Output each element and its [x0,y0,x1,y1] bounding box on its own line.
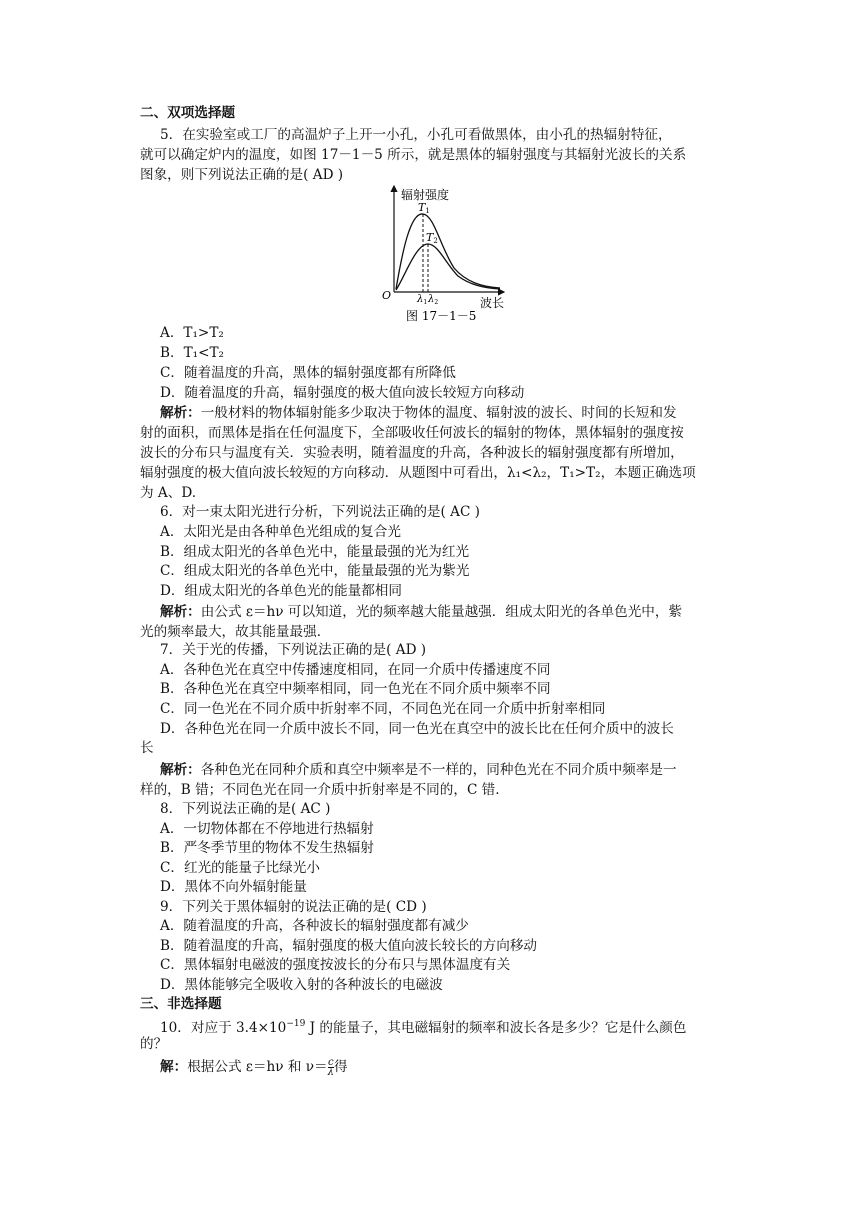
q5-stem-line-3: 图象，则下列说法正确的是( AD ) [140,167,344,183]
explanation-label: 解析： [160,405,201,421]
q7-option-d-line-2: 长 [140,740,154,756]
curve-t2 [396,244,500,290]
figure-caption: 图 17－1－5 [406,309,477,323]
q9-option-b: B．随着温度的升高，辐射强度的极大值向波长较长的方向移动 [160,938,538,954]
q9-stem: 9．下列关于黑体辐射的说法正确的是( CD ) [160,899,427,915]
q6-option-d: D．组成太阳光的各单色光的能量都相同 [160,583,402,599]
curve-t1 [396,214,500,289]
q5-explanation-line-3: 波长的分布只与温度有关．实验表明，随着温度的升高，各种波长的辐射强度都有所增加， [140,445,684,461]
q9-option-d: D．黑体能够完全吸收入射的各种波长的电磁波 [160,977,443,993]
lambda2-label: $\lambda_2$ [428,294,439,306]
q9-option-c: C．黑体辐射电磁波的强度按波长的分布只与黑体温度有关 [160,957,511,973]
q8-option-c: C．红光的能量子比绿光小 [160,860,320,876]
t2-label: T2 [426,231,438,245]
q5-explanation-line-4: 辐射强度的极大值向波长较短的方向移动．从题图中可看出，λ₁<λ₂，T₁>T₂，本题正确选项 [140,465,696,481]
q6-option-a: A．太阳光是由各种单色光组成的复合光 [160,524,401,540]
q6-explanation-line-1: 解析：由公式 ε＝hν 可以知道，光的频率越大能量越强．组成太阳光的各单色光中，紫 [160,604,683,620]
blackbody-radiation-figure [376,184,516,324]
explanation-label: 解析： [160,762,201,778]
q7-explanation-line-1: 解析：各种色光在同种介质和真空中频率是不一样的，同种色光在不同介质中频率是一 [160,762,677,778]
q7-option-b: B．各种色光在真空中频率相同，同一色光在不同介质中频率不同 [160,681,551,697]
q10-stem-line-2: 的？ [140,1036,168,1052]
t1-label: T1 [418,201,430,215]
q5-explanation-line-5: 为 A、D. [140,485,197,501]
fraction-c-over-lambda: $\frac{c}{\lambda}$ [327,1057,334,1078]
y-axis-label: 辐射强度 [401,188,450,202]
q7-stem: 7．关于光的传播，下列说法正确的是( AD ) [160,642,427,658]
q7-option-d-line-1: D．各种色光在同一介质中波长不同，同一色光在真空中的波长比在任何介质中的波长 [160,721,674,737]
x-axis-label: 波长 [480,296,505,310]
q6-stem: 6．对一束太阳光进行分析，下列说法正确的是( AC ) [160,504,480,520]
q10-solution-line: 解：根据公式 ε＝hν 和 ν＝ $\frac{c}{\lambda}$ 得 [160,1057,348,1078]
q5-option-d: D．随着温度的升高，辐射强度的极大值向波长较短方向移动 [160,385,525,401]
q6-option-c: C．组成太阳光的各单色光中，能量最强的光为紫光 [160,563,470,579]
q8-option-a: A．一切物体都在不停地进行热辐射 [160,821,374,837]
q5-explanation-line-2: 射的面积，而黑体是指在任何温度下，全部吸收任何波长的辐射的物体，黑体辐射的强度按 [140,425,684,441]
q7-option-a: A．各种色光在真空中传播速度相同，在同一介质中传播速度不同 [160,662,551,678]
section-heading-double-choice: 二、双项选择题 [140,105,236,121]
q8-option-b: B．严冬季节里的物体不发生热辐射 [160,840,374,856]
q9-option-a: A．随着温度的升高，各种波长的辐射强度都有减少 [160,918,469,934]
q5-stem-line-2: 就可以确定炉内的温度，如图 17－1－5 所示，就是黑体的辐射强度与其辐射光波长的关系 [140,147,687,163]
q5-explanation-line-1: 解析：一般材料的物体辐射能多少取决于物体的温度、辐射波的波长、时间的长短和发 [160,405,677,421]
q5-option-a: A．T₁>T₂ [160,325,224,341]
q7-explanation-line-2: 样的，B 错；不同色光在同一介质中折射率是不同的，C 错. [140,782,500,798]
section-heading-non-choice: 三、非选择题 [140,996,222,1012]
q8-stem: 8．下列说法正确的是( AC ) [160,801,331,817]
q10-stem-line-1: 10．对应于 $3.4\times 10^{-19}$ J 的能量子，其电磁辐射的频率和波长各是多少？它是什么颜色 [160,1019,687,1036]
q7-option-c: C．同一色光在不同介质中折射率不同，不同色光在同一介质中折射率相同 [160,701,606,717]
origin-label: O [382,289,392,302]
q6-explanation-line-2: 光的频率最大，故其能量最强． [140,624,331,640]
q6-option-b: B．组成太阳光的各单色光中，能量最强的光为红光 [160,544,470,560]
explanation-label: 解析： [160,604,201,620]
q5-option-c: C．随着温度的升高，黑体的辐射强度都有所降低 [160,365,456,381]
q5-stem-line-1: 5．在实验室或工厂的高温炉子上开一小孔，小孔可看做黑体，由小孔的热辐射特征， [160,127,672,143]
lambda1-label: $\lambda_1$ [417,294,428,306]
q8-option-d: D．黑体不向外辐射能量 [160,879,307,895]
solution-label: 解： [160,1059,188,1075]
q5-option-b: B．T₁<T₂ [160,345,225,361]
